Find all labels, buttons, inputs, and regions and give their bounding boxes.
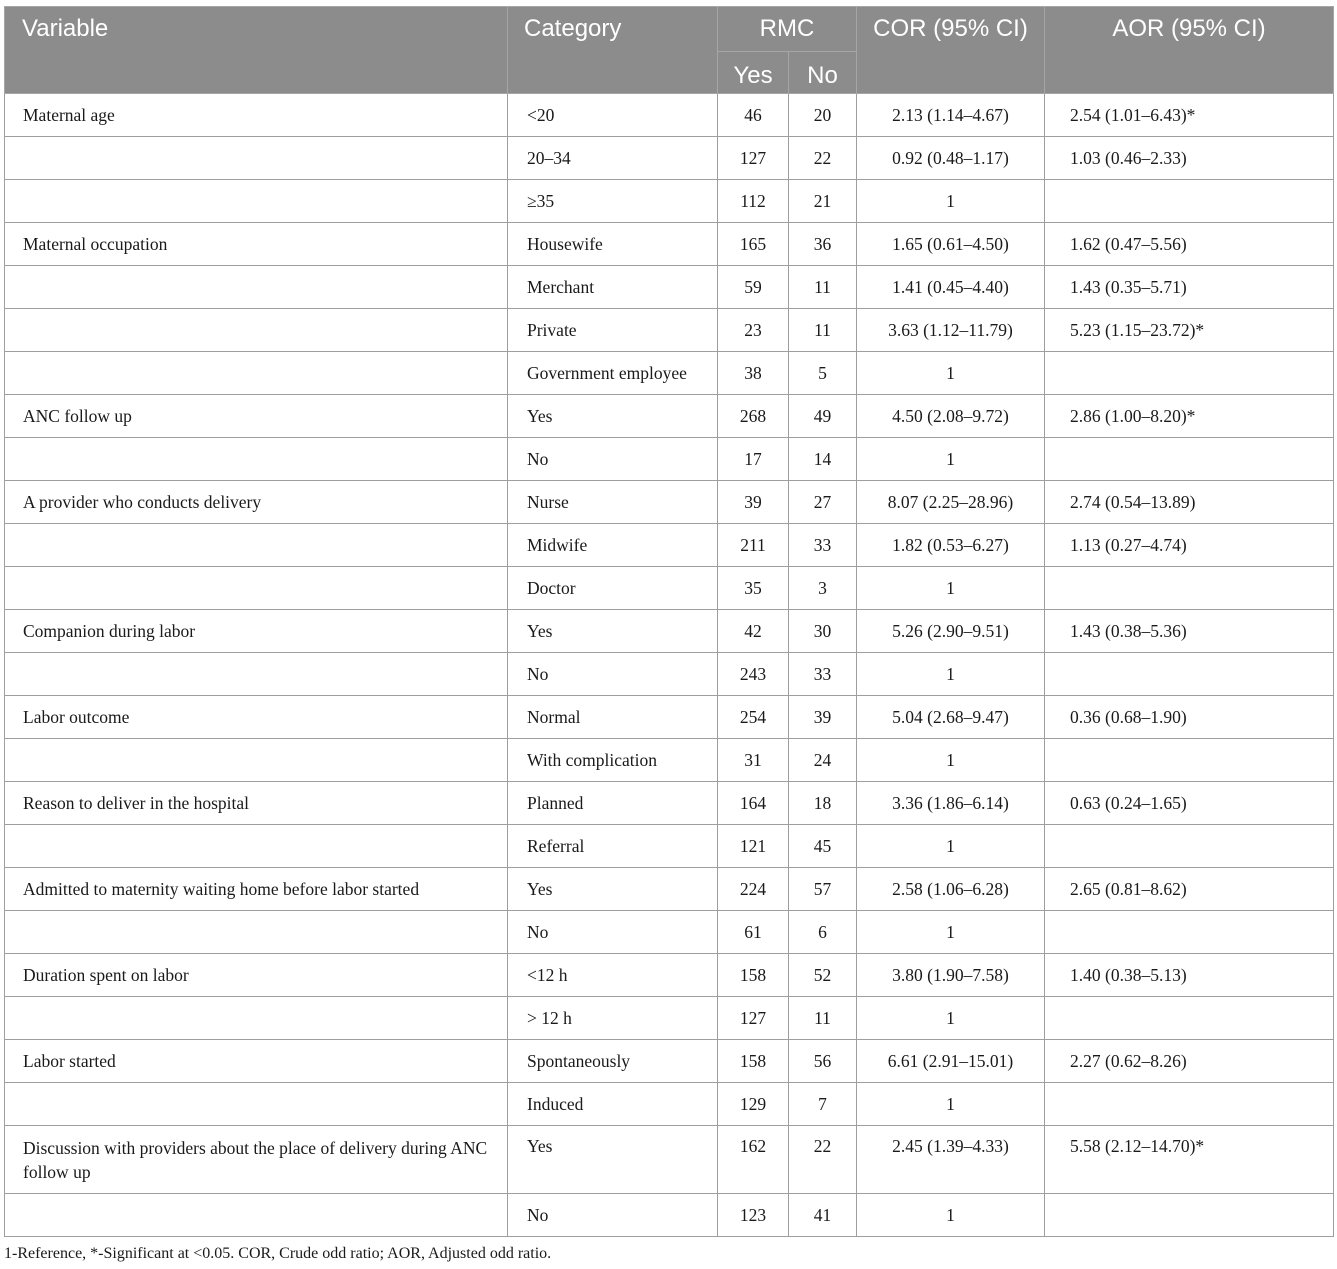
aor-cell: 1.13 (0.27–4.74) [1045,524,1334,567]
variable-cell [5,739,508,782]
rmc-no-cell: 57 [789,868,857,911]
cor-cell: 3.36 (1.86–6.14) [857,782,1045,825]
table-row [5,1194,1334,1237]
aor-cell [1045,739,1334,782]
cor-cell: 2.13 (1.14–4.67) [857,94,1045,137]
header-rmc-no: No [789,52,857,94]
aor-cell [1045,997,1334,1040]
rmc-yes-cell: 243 [718,653,789,696]
table-row [5,137,1334,180]
variable-cell [5,352,508,395]
rmc-no-cell: 22 [789,1126,857,1194]
cor-cell: 3.80 (1.90–7.58) [857,954,1045,997]
variable-cell [5,653,508,696]
cor-cell: 1 [857,739,1045,782]
rmc-no-cell: 36 [789,223,857,266]
category-cell: 20–34 [508,137,718,180]
table-row [5,352,1334,395]
rmc-yes-cell: 61 [718,911,789,954]
rmc-no-cell: 22 [789,137,857,180]
rmc-no-cell: 11 [789,266,857,309]
rmc-no-cell: 7 [789,1083,857,1126]
category-cell: ≥35 [508,180,718,223]
rmc-no-cell: 20 [789,94,857,137]
cor-cell: 1 [857,997,1045,1040]
aor-cell: 5.58 (2.12–14.70)* [1045,1126,1334,1194]
variable-cell [5,137,508,180]
cor-cell: 1 [857,352,1045,395]
aor-cell: 1.40 (0.38–5.13) [1045,954,1334,997]
aor-cell: 1.43 (0.35–5.71) [1045,266,1334,309]
aor-cell: 5.23 (1.15–23.72)* [1045,309,1334,352]
rmc-yes-cell: 121 [718,825,789,868]
table-header [5,7,1334,94]
category-cell: Yes [508,868,718,911]
rmc-yes-cell: 112 [718,180,789,223]
header-aor: AOR (95% CI) [1045,7,1334,94]
rmc-yes-cell: 158 [718,954,789,997]
rmc-no-cell: 56 [789,1040,857,1083]
cor-cell: 1 [857,567,1045,610]
variable-cell [5,309,508,352]
variable-cell [5,524,508,567]
table-row [5,1040,1334,1083]
category-cell: Midwife [508,524,718,567]
table-row [5,481,1334,524]
category-cell: Normal [508,696,718,739]
table-row [5,825,1334,868]
rmc-no-cell: 49 [789,395,857,438]
cor-cell: 5.04 (2.68–9.47) [857,696,1045,739]
table-body [5,94,1334,1237]
table-row [5,223,1334,266]
rmc-yes-cell: 164 [718,782,789,825]
rmc-no-cell: 33 [789,653,857,696]
category-cell: Housewife [508,223,718,266]
rmc-yes-cell: 254 [718,696,789,739]
aor-cell [1045,1083,1334,1126]
table-row [5,782,1334,825]
table-row [5,997,1334,1040]
category-cell: > 12 h [508,997,718,1040]
cor-cell: 3.63 (1.12–11.79) [857,309,1045,352]
category-cell: Yes [508,1126,718,1194]
variable-cell: Maternal occupation [5,223,508,266]
rmc-no-cell: 14 [789,438,857,481]
cor-cell: 6.61 (2.91–15.01) [857,1040,1045,1083]
table-row [5,567,1334,610]
category-cell: Merchant [508,266,718,309]
table-row [5,438,1334,481]
category-cell: Spontaneously [508,1040,718,1083]
rmc-yes-cell: 268 [718,395,789,438]
table-row [5,696,1334,739]
category-cell: Government employee [508,352,718,395]
aor-cell [1045,567,1334,610]
rmc-yes-cell: 17 [718,438,789,481]
table-row [5,266,1334,309]
rmc-yes-cell: 123 [718,1194,789,1237]
table-row [5,309,1334,352]
header-rmc: RMC [718,7,857,52]
variable-cell [5,180,508,223]
variable-cell: Duration spent on labor [5,954,508,997]
variable-cell [5,567,508,610]
rmc-yes-cell: 224 [718,868,789,911]
category-cell: Planned [508,782,718,825]
rmc-no-cell: 21 [789,180,857,223]
aor-cell [1045,1194,1334,1237]
header-variable: Variable [5,7,508,94]
table-row [5,653,1334,696]
variable-cell [5,911,508,954]
rmc-no-cell: 52 [789,954,857,997]
cor-cell: 1 [857,911,1045,954]
variable-cell [5,1194,508,1237]
rmc-no-cell: 24 [789,739,857,782]
aor-cell: 0.36 (0.68–1.90) [1045,696,1334,739]
variable-cell: Maternal age [5,94,508,137]
category-cell: <20 [508,94,718,137]
category-cell: Nurse [508,481,718,524]
rmc-yes-cell: 59 [718,266,789,309]
cor-cell: 1 [857,825,1045,868]
rmc-no-cell: 30 [789,610,857,653]
variable-cell [5,1083,508,1126]
rmc-yes-cell: 38 [718,352,789,395]
rmc-yes-cell: 127 [718,997,789,1040]
aor-cell: 2.27 (0.62–8.26) [1045,1040,1334,1083]
aor-cell [1045,180,1334,223]
table-row [5,610,1334,653]
category-cell: No [508,1194,718,1237]
aor-cell [1045,653,1334,696]
category-cell: No [508,911,718,954]
variable-cell: Discussion with providers about the place of delivery during ANC follow up [5,1126,508,1194]
variable-cell [5,266,508,309]
cor-cell: 2.45 (1.39–4.33) [857,1126,1045,1194]
rmc-no-cell: 11 [789,997,857,1040]
aor-cell: 1.62 (0.47–5.56) [1045,223,1334,266]
table-row [5,524,1334,567]
rmc-no-cell: 39 [789,696,857,739]
table-row [5,911,1334,954]
category-cell: Yes [508,395,718,438]
category-cell: No [508,653,718,696]
table-row [5,1083,1334,1126]
rmc-yes-cell: 165 [718,223,789,266]
cor-cell: 8.07 (2.25–28.96) [857,481,1045,524]
rmc-no-cell: 18 [789,782,857,825]
rmc-no-cell: 6 [789,911,857,954]
results-table [4,6,1334,1237]
rmc-yes-cell: 162 [718,1126,789,1194]
table-row [5,180,1334,223]
header-cor: COR (95% CI) [857,7,1045,94]
category-cell: Doctor [508,567,718,610]
rmc-no-cell: 3 [789,567,857,610]
category-cell: With complication [508,739,718,782]
cor-cell: 1 [857,180,1045,223]
cor-cell: 4.50 (2.08–9.72) [857,395,1045,438]
variable-cell: A provider who conducts delivery [5,481,508,524]
rmc-no-cell: 33 [789,524,857,567]
rmc-no-cell: 27 [789,481,857,524]
rmc-no-cell: 5 [789,352,857,395]
rmc-yes-cell: 211 [718,524,789,567]
aor-cell: 2.74 (0.54–13.89) [1045,481,1334,524]
aor-cell: 2.54 (1.01–6.43)* [1045,94,1334,137]
rmc-yes-cell: 23 [718,309,789,352]
category-cell: <12 h [508,954,718,997]
aor-cell: 0.63 (0.24–1.65) [1045,782,1334,825]
category-cell: Referral [508,825,718,868]
cor-cell: 1 [857,1083,1045,1126]
table-row [5,868,1334,911]
variable-cell: Reason to deliver in the hospital [5,782,508,825]
rmc-yes-cell: 42 [718,610,789,653]
variable-cell [5,438,508,481]
cor-cell: 1.65 (0.61–4.50) [857,223,1045,266]
variable-cell: Labor outcome [5,696,508,739]
cor-cell: 1.41 (0.45–4.40) [857,266,1045,309]
aor-cell: 1.03 (0.46–2.33) [1045,137,1334,180]
category-cell: Yes [508,610,718,653]
variable-cell [5,997,508,1040]
variable-cell [5,825,508,868]
rmc-yes-cell: 35 [718,567,789,610]
rmc-yes-cell: 46 [718,94,789,137]
aor-cell [1045,438,1334,481]
table-row [5,954,1334,997]
table-row [5,739,1334,782]
rmc-yes-cell: 129 [718,1083,789,1126]
rmc-yes-cell: 39 [718,481,789,524]
variable-cell: Companion during labor [5,610,508,653]
aor-cell: 1.43 (0.38–5.36) [1045,610,1334,653]
cor-cell: 1 [857,438,1045,481]
category-cell: Induced [508,1083,718,1126]
header-category: Category [508,7,718,94]
rmc-yes-cell: 127 [718,137,789,180]
category-cell: Private [508,309,718,352]
category-cell: No [508,438,718,481]
variable-cell: ANC follow up [5,395,508,438]
aor-cell: 2.65 (0.81–8.62) [1045,868,1334,911]
cor-cell: 1.82 (0.53–6.27) [857,524,1045,567]
rmc-yes-cell: 31 [718,739,789,782]
aor-cell: 2.86 (1.00–8.20)* [1045,395,1334,438]
rmc-no-cell: 41 [789,1194,857,1237]
cor-cell: 2.58 (1.06–6.28) [857,868,1045,911]
rmc-no-cell: 45 [789,825,857,868]
variable-cell: Admitted to maternity waiting home before labor started [5,868,508,911]
table-row [5,94,1334,137]
rmc-yes-cell: 158 [718,1040,789,1083]
cor-cell: 5.26 (2.90–9.51) [857,610,1045,653]
table-row [5,395,1334,438]
header-rmc-yes: Yes [718,52,789,94]
aor-cell [1045,825,1334,868]
table-row [5,1126,1334,1194]
aor-cell [1045,352,1334,395]
cor-cell: 1 [857,653,1045,696]
cor-cell: 0.92 (0.48–1.17) [857,137,1045,180]
rmc-no-cell: 11 [789,309,857,352]
cor-cell: 1 [857,1194,1045,1237]
aor-cell [1045,911,1334,954]
table-footnote: 1-Reference, *-Significant at <0.05. COR, Crude odd ratio; AOR, Adjusted odd ratio. [4,1245,552,1262]
variable-cell: Labor started [5,1040,508,1083]
